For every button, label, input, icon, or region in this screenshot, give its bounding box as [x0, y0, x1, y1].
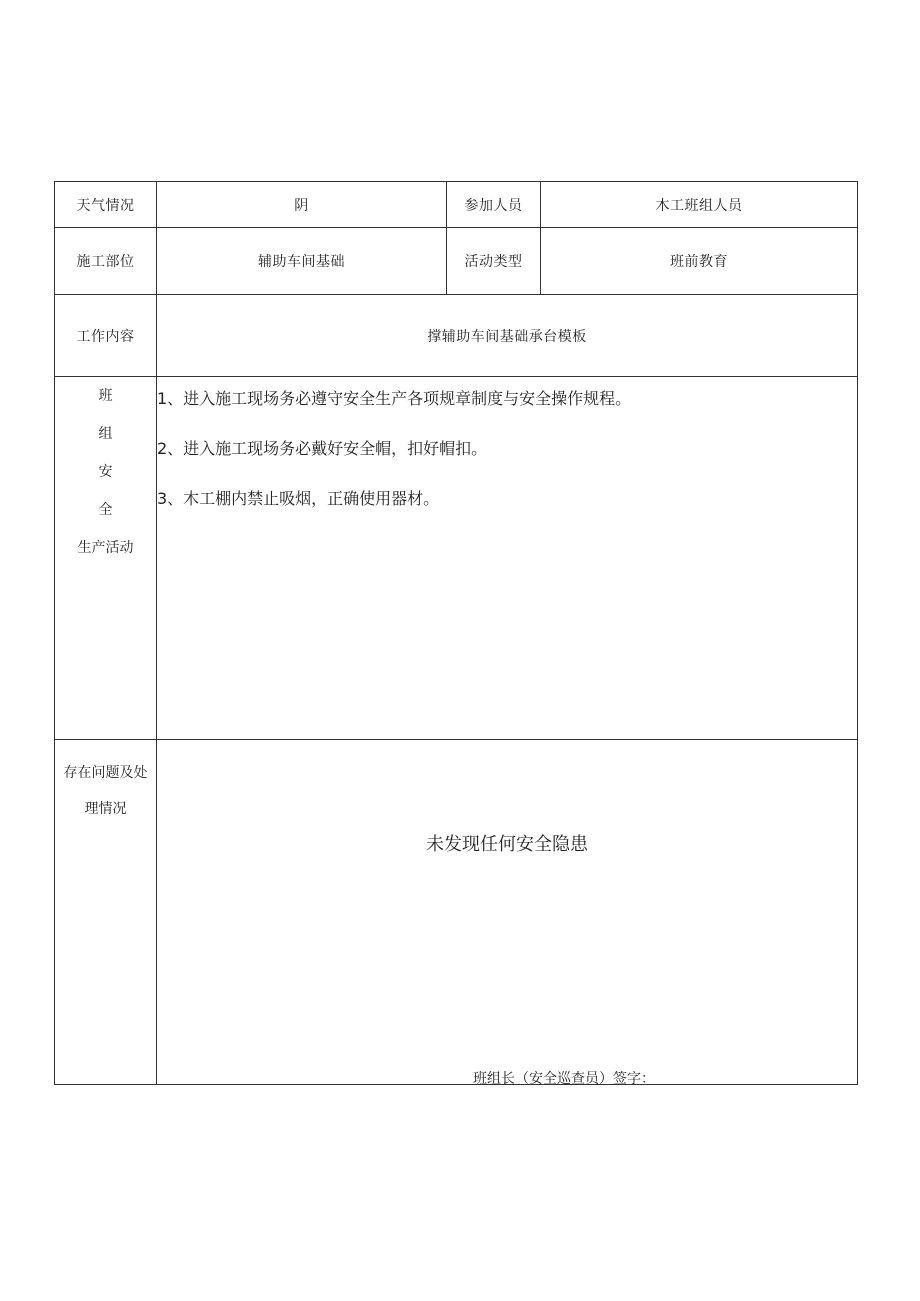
weather-label: 天气情况	[76, 197, 135, 214]
label-char: 生产活动	[77, 540, 134, 556]
signature-label: 班组长（安全巡查员）签字：	[473, 1071, 655, 1087]
label-char: 组	[98, 426, 113, 442]
label-char: 班	[98, 388, 113, 404]
label-char: 全	[98, 502, 113, 518]
work-content-label: 工作内容	[76, 328, 135, 345]
row-divider	[55, 739, 857, 740]
safety-rule-item: 1、进入施工现场务必遵守安全生产各项规章制度与安全操作规程。	[157, 389, 632, 408]
issues-label	[55, 755, 156, 827]
issues-label-line: 存在问题及处	[63, 765, 148, 781]
location-label: 施工部位	[76, 254, 135, 270]
participants-value: 木工班组人员	[655, 197, 743, 214]
activity-type-label: 活动类型	[464, 254, 523, 270]
safety-rule-item: 3、木工棚内禁止吸烟，正确使用器材。	[157, 489, 440, 508]
weather-value: 阴	[294, 197, 309, 214]
label-char: 安	[98, 464, 113, 480]
issues-label-line: 理情况	[84, 801, 127, 817]
row-divider	[55, 376, 857, 377]
safety-rule-item: 2、进入施工现场务必戴好安全帽，扣好帽扣。	[157, 439, 488, 458]
safety-rules-list	[157, 388, 631, 538]
issues-value: 未发现任何安全隐患	[426, 834, 588, 855]
safety-activity-record-form	[54, 181, 858, 1085]
location-value: 辅助车间基础	[258, 254, 345, 270]
activity-type-value: 班前教育	[670, 254, 728, 270]
work-content-value: 撑辅助车间基础承台模板	[427, 328, 587, 345]
safety-activity-label	[55, 377, 156, 567]
participants-label: 参加人员	[464, 197, 523, 214]
